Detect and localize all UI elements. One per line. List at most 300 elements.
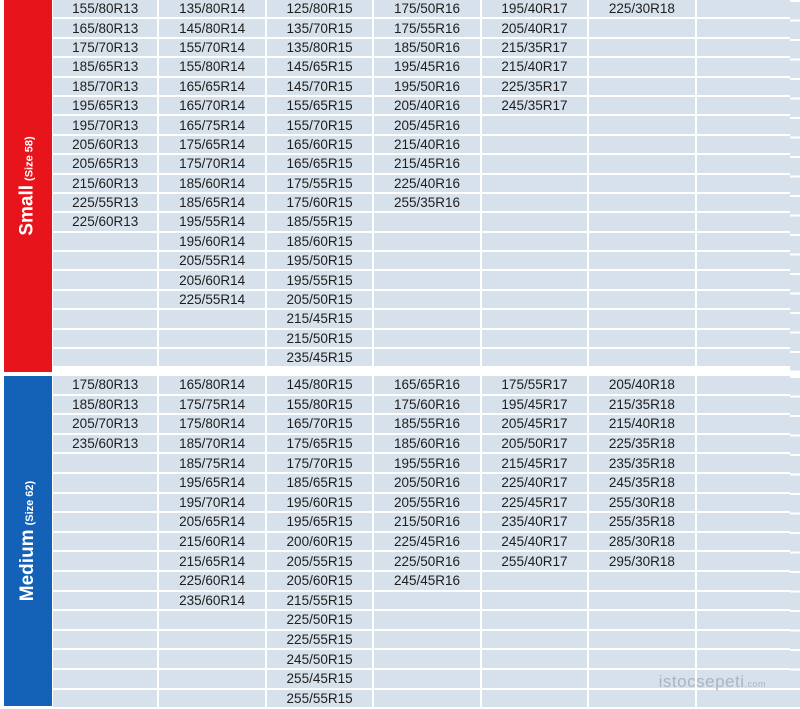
size-cell [697, 0, 800, 19]
size-cell [589, 58, 696, 77]
size-cell [697, 233, 800, 252]
size-cell [159, 631, 266, 651]
size-cell [482, 194, 589, 213]
size-cell [589, 155, 696, 174]
size-cell [697, 78, 800, 97]
size-cell [697, 592, 800, 612]
size-cell: 185/50R16 [374, 39, 481, 58]
size-cell: 185/70R14 [159, 435, 266, 455]
size-cell [374, 631, 481, 651]
size-cell: 165/65R14 [159, 78, 266, 97]
size-cell: 225/60R13 [53, 213, 159, 232]
size-cell [53, 474, 159, 494]
size-cell [697, 136, 800, 155]
size-cell [482, 650, 589, 670]
size-cell: 195/60R15 [267, 494, 374, 514]
table-row [53, 611, 800, 631]
size-cell: 175/80R14 [159, 415, 266, 435]
size-cell [374, 252, 481, 271]
table-row [53, 650, 800, 670]
table-row [53, 136, 800, 155]
size-cell: 175/65R14 [159, 136, 266, 155]
size-cell [53, 233, 159, 252]
size-cell [589, 78, 696, 97]
table-row [53, 572, 800, 592]
size-cell: 205/40R16 [374, 97, 481, 116]
size-cell [374, 213, 481, 232]
size-cell [482, 310, 589, 329]
size-cell [589, 349, 696, 368]
size-cell: 255/35R18 [589, 513, 696, 533]
size-cell [697, 310, 800, 329]
small-size-table [53, 0, 800, 368]
table-row [53, 474, 800, 494]
table-row [53, 78, 800, 97]
size-cell [697, 175, 800, 194]
size-cell: 165/80R14 [159, 376, 266, 396]
size-cell [374, 291, 481, 310]
size-cell: 205/55R14 [159, 252, 266, 271]
table-row [53, 19, 800, 38]
size-cell [589, 310, 696, 329]
size-cell: 175/75R14 [159, 396, 266, 416]
medium-label-bar [4, 376, 52, 706]
size-cell: 195/65R13 [53, 97, 159, 116]
size-cell: 255/35R16 [374, 194, 481, 213]
size-cell [697, 415, 800, 435]
right-strip [790, 0, 800, 372]
size-cell: 135/80R14 [159, 0, 266, 19]
size-cell [697, 252, 800, 271]
size-cell [53, 310, 159, 329]
size-cell [53, 252, 159, 271]
table-row [53, 690, 800, 709]
size-cell: 185/70R13 [53, 78, 159, 97]
size-cell: 145/65R15 [267, 58, 374, 77]
size-cell: 175/55R17 [482, 376, 589, 396]
size-cell: 200/60R15 [267, 533, 374, 553]
size-cell: 195/55R14 [159, 213, 266, 232]
size-cell [159, 611, 266, 631]
size-cell: 205/50R15 [267, 291, 374, 310]
size-cell: 245/40R17 [482, 533, 589, 553]
size-cell [589, 592, 696, 612]
size-cell [697, 155, 800, 174]
size-cell [697, 454, 800, 474]
size-cell: 165/75R14 [159, 116, 266, 135]
size-cell [53, 631, 159, 651]
size-cell: 215/40R16 [374, 136, 481, 155]
size-cell: 215/40R17 [482, 58, 589, 77]
size-cell: 235/45R15 [267, 349, 374, 368]
size-cell [589, 233, 696, 252]
size-cell [589, 572, 696, 592]
size-cell: 145/80R14 [159, 19, 266, 38]
size-cell: 255/30R18 [589, 494, 696, 514]
size-cell [482, 690, 589, 709]
size-cell: 185/65R14 [159, 194, 266, 213]
size-cell [589, 650, 696, 670]
size-cell [697, 631, 800, 651]
size-cell: 255/55R15 [267, 690, 374, 709]
size-cell: 195/40R17 [482, 0, 589, 19]
size-cell: 215/60R13 [53, 175, 159, 194]
size-cell: 235/35R18 [589, 454, 696, 474]
size-cell [53, 533, 159, 553]
size-cell [374, 310, 481, 329]
size-cell [697, 58, 800, 77]
size-cell: 245/45R16 [374, 572, 481, 592]
size-cell [482, 572, 589, 592]
size-cell: 195/50R15 [267, 252, 374, 271]
size-cell [482, 291, 589, 310]
size-cell [374, 592, 481, 612]
size-cell: 205/55R16 [374, 494, 481, 514]
small-size-text: (Size 58) [24, 136, 36, 181]
size-cell: 215/60R14 [159, 533, 266, 553]
size-cell: 215/35R18 [589, 396, 696, 416]
size-cell [697, 291, 800, 310]
size-cell [159, 330, 266, 349]
size-cell: 195/45R16 [374, 58, 481, 77]
size-cell [589, 39, 696, 58]
size-cell [697, 349, 800, 368]
table-row [53, 194, 800, 213]
size-cell: 225/55R15 [267, 631, 374, 651]
size-cell [159, 650, 266, 670]
size-cell: 175/60R15 [267, 194, 374, 213]
size-cell [589, 291, 696, 310]
size-cell: 165/80R13 [53, 19, 159, 38]
size-cell: 185/55R16 [374, 415, 481, 435]
size-cell: 235/40R17 [482, 513, 589, 533]
size-cell [482, 116, 589, 135]
size-cell [159, 690, 266, 709]
size-cell [697, 611, 800, 631]
table-row [53, 233, 800, 252]
table-row [53, 631, 800, 651]
small-label-text: Small [17, 185, 38, 236]
size-cell [697, 650, 800, 670]
size-cell: 175/70R13 [53, 39, 159, 58]
size-cell [374, 233, 481, 252]
size-cell [53, 330, 159, 349]
size-cell: 215/55R15 [267, 592, 374, 612]
size-cell [697, 116, 800, 135]
size-cell: 165/60R15 [267, 136, 374, 155]
size-cell [374, 650, 481, 670]
size-cell: 195/50R16 [374, 78, 481, 97]
table-row [53, 513, 800, 533]
size-cell: 205/50R16 [374, 474, 481, 494]
size-cell [589, 194, 696, 213]
size-cell [53, 454, 159, 474]
size-cell: 235/60R14 [159, 592, 266, 612]
size-cell: 225/55R13 [53, 194, 159, 213]
size-cell [53, 650, 159, 670]
size-cell: 225/30R18 [589, 0, 696, 19]
size-cell: 225/40R16 [374, 175, 481, 194]
size-cell [589, 213, 696, 232]
size-cell: 205/40R18 [589, 376, 696, 396]
size-cell: 185/80R13 [53, 396, 159, 416]
size-cell: 165/70R14 [159, 97, 266, 116]
size-cell: 175/70R14 [159, 155, 266, 174]
size-cell [589, 116, 696, 135]
size-cell: 135/70R15 [267, 19, 374, 38]
size-cell: 205/60R15 [267, 572, 374, 592]
size-cell [53, 572, 159, 592]
size-cell: 185/60R14 [159, 175, 266, 194]
size-cell [159, 670, 266, 690]
size-cell: 225/40R17 [482, 474, 589, 494]
size-cell: 225/35R17 [482, 78, 589, 97]
size-cell [53, 271, 159, 290]
size-cell [697, 513, 800, 533]
size-cell: 295/30R18 [589, 552, 696, 572]
size-cell: 175/70R15 [267, 454, 374, 474]
medium-label-text: Medium [17, 529, 38, 601]
size-cell [697, 19, 800, 38]
size-cell [53, 690, 159, 709]
size-cell: 195/45R17 [482, 396, 589, 416]
table-row [53, 291, 800, 310]
size-cell [53, 552, 159, 572]
size-cell: 155/70R14 [159, 39, 266, 58]
size-cell: 285/30R18 [589, 533, 696, 553]
size-cell: 255/40R17 [482, 552, 589, 572]
size-cell [697, 435, 800, 455]
table-row [53, 415, 800, 435]
table-row [53, 435, 800, 455]
size-cell: 175/55R15 [267, 175, 374, 194]
table-row [53, 97, 800, 116]
table-row [53, 349, 800, 368]
table-row [53, 494, 800, 514]
size-cell [53, 513, 159, 533]
table-row [53, 175, 800, 194]
size-cell: 155/65R15 [267, 97, 374, 116]
size-cell: 185/60R16 [374, 435, 481, 455]
size-cell [482, 349, 589, 368]
size-cell: 135/80R15 [267, 39, 374, 58]
size-cell: 155/80R15 [267, 396, 374, 416]
size-cell [589, 330, 696, 349]
size-cell: 215/65R14 [159, 552, 266, 572]
watermark [659, 672, 766, 692]
size-cell [159, 310, 266, 329]
size-cell: 225/50R15 [267, 611, 374, 631]
size-cell [482, 136, 589, 155]
size-cell [589, 611, 696, 631]
size-cell: 175/55R16 [374, 19, 481, 38]
size-cell: 165/65R15 [267, 155, 374, 174]
size-cell: 195/55R15 [267, 271, 374, 290]
size-cell: 185/65R13 [53, 58, 159, 77]
size-cell [697, 533, 800, 553]
table-row [53, 0, 800, 19]
size-cell [589, 631, 696, 651]
size-cell: 205/60R14 [159, 271, 266, 290]
size-cell: 245/35R17 [482, 97, 589, 116]
size-cell [53, 494, 159, 514]
size-cell [482, 271, 589, 290]
size-cell [697, 271, 800, 290]
size-cell: 225/60R14 [159, 572, 266, 592]
size-cell [697, 213, 800, 232]
medium-section [0, 376, 800, 706]
size-cell: 245/50R15 [267, 650, 374, 670]
size-cell: 195/70R14 [159, 494, 266, 514]
size-cell [697, 39, 800, 58]
table-row [53, 592, 800, 612]
size-cell: 205/40R17 [482, 19, 589, 38]
size-cell: 215/45R17 [482, 454, 589, 474]
size-cell: 225/45R16 [374, 533, 481, 553]
size-cell [53, 611, 159, 631]
size-cell [374, 690, 481, 709]
size-cell: 205/65R13 [53, 155, 159, 174]
size-cell: 195/55R16 [374, 454, 481, 474]
size-cell: 195/70R13 [53, 116, 159, 135]
table-row [53, 376, 800, 396]
medium-size-text: (Size 62) [24, 481, 36, 526]
table-row [53, 310, 800, 329]
size-cell: 175/60R16 [374, 396, 481, 416]
size-cell: 225/35R18 [589, 435, 696, 455]
table-row [53, 39, 800, 58]
small-label [17, 136, 39, 235]
size-cell: 235/60R13 [53, 435, 159, 455]
table-row [53, 271, 800, 290]
size-cell: 205/65R14 [159, 513, 266, 533]
size-cell [697, 97, 800, 116]
watermark-name: istocsepeti [659, 672, 745, 691]
size-cell: 185/65R15 [267, 474, 374, 494]
size-cell [482, 670, 589, 690]
right-strip [790, 376, 800, 706]
size-cell: 175/50R16 [374, 0, 481, 19]
size-cell [482, 233, 589, 252]
size-cell [697, 552, 800, 572]
size-cell: 165/70R15 [267, 415, 374, 435]
size-cell [697, 572, 800, 592]
size-cell [589, 175, 696, 194]
size-cell: 205/50R17 [482, 435, 589, 455]
size-cell: 185/55R15 [267, 213, 374, 232]
size-cell: 155/80R14 [159, 58, 266, 77]
size-cell [482, 175, 589, 194]
size-cell: 195/60R14 [159, 233, 266, 252]
medium-label [17, 481, 39, 601]
size-cell: 215/45R15 [267, 310, 374, 329]
size-cell: 205/70R13 [53, 415, 159, 435]
size-cell [53, 349, 159, 368]
size-cell [589, 690, 696, 709]
size-cell [53, 670, 159, 690]
size-cell: 215/45R16 [374, 155, 481, 174]
size-cell [589, 252, 696, 271]
watermark-domain: .com [744, 679, 766, 689]
size-cell [374, 670, 481, 690]
size-cell: 205/55R15 [267, 552, 374, 572]
size-cell [159, 349, 266, 368]
size-cell: 225/45R17 [482, 494, 589, 514]
size-cell: 185/60R15 [267, 233, 374, 252]
size-cell [697, 396, 800, 416]
size-cell [482, 155, 589, 174]
table-row [53, 116, 800, 135]
size-cell: 205/60R13 [53, 136, 159, 155]
size-cell [374, 611, 481, 631]
size-cell [697, 690, 800, 709]
table-row [53, 552, 800, 572]
size-cell: 155/70R15 [267, 116, 374, 135]
size-cell: 165/65R16 [374, 376, 481, 396]
size-cell: 205/45R16 [374, 116, 481, 135]
size-cell: 195/65R14 [159, 474, 266, 494]
size-cell: 205/45R17 [482, 415, 589, 435]
size-cell: 195/65R15 [267, 513, 374, 533]
size-cell: 215/50R15 [267, 330, 374, 349]
size-cell [482, 611, 589, 631]
size-cell: 125/80R15 [267, 0, 374, 19]
size-cell: 175/80R13 [53, 376, 159, 396]
size-cell [589, 19, 696, 38]
size-cell [697, 194, 800, 213]
size-cell [697, 474, 800, 494]
medium-size-table [53, 376, 800, 709]
size-cell [482, 592, 589, 612]
table-row [53, 533, 800, 553]
table-row [53, 252, 800, 271]
size-cell [482, 631, 589, 651]
size-cell: 215/50R16 [374, 513, 481, 533]
size-cell [482, 252, 589, 271]
small-label-bar [4, 0, 52, 372]
size-cell [697, 330, 800, 349]
size-cell [374, 330, 481, 349]
size-cell: 145/80R15 [267, 376, 374, 396]
size-cell [697, 376, 800, 396]
size-cell [589, 271, 696, 290]
size-cell [697, 494, 800, 514]
size-cell [53, 592, 159, 612]
table-row [53, 454, 800, 474]
size-cell: 185/75R14 [159, 454, 266, 474]
table-row [53, 330, 800, 349]
size-cell [482, 213, 589, 232]
size-cell [482, 330, 589, 349]
table-row [53, 58, 800, 77]
size-cell: 215/35R17 [482, 39, 589, 58]
table-row [53, 155, 800, 174]
size-cell: 145/70R15 [267, 78, 374, 97]
size-cell: 175/65R15 [267, 435, 374, 455]
size-cell: 245/35R18 [589, 474, 696, 494]
size-cell: 225/55R14 [159, 291, 266, 310]
size-cell [53, 291, 159, 310]
table-row [53, 213, 800, 232]
size-cell: 225/50R16 [374, 552, 481, 572]
size-cell [589, 97, 696, 116]
size-cell [374, 349, 481, 368]
size-cell: 215/40R18 [589, 415, 696, 435]
size-cell: 255/45R15 [267, 670, 374, 690]
size-cell [589, 136, 696, 155]
size-cell: 155/80R13 [53, 0, 159, 19]
table-row [53, 396, 800, 416]
